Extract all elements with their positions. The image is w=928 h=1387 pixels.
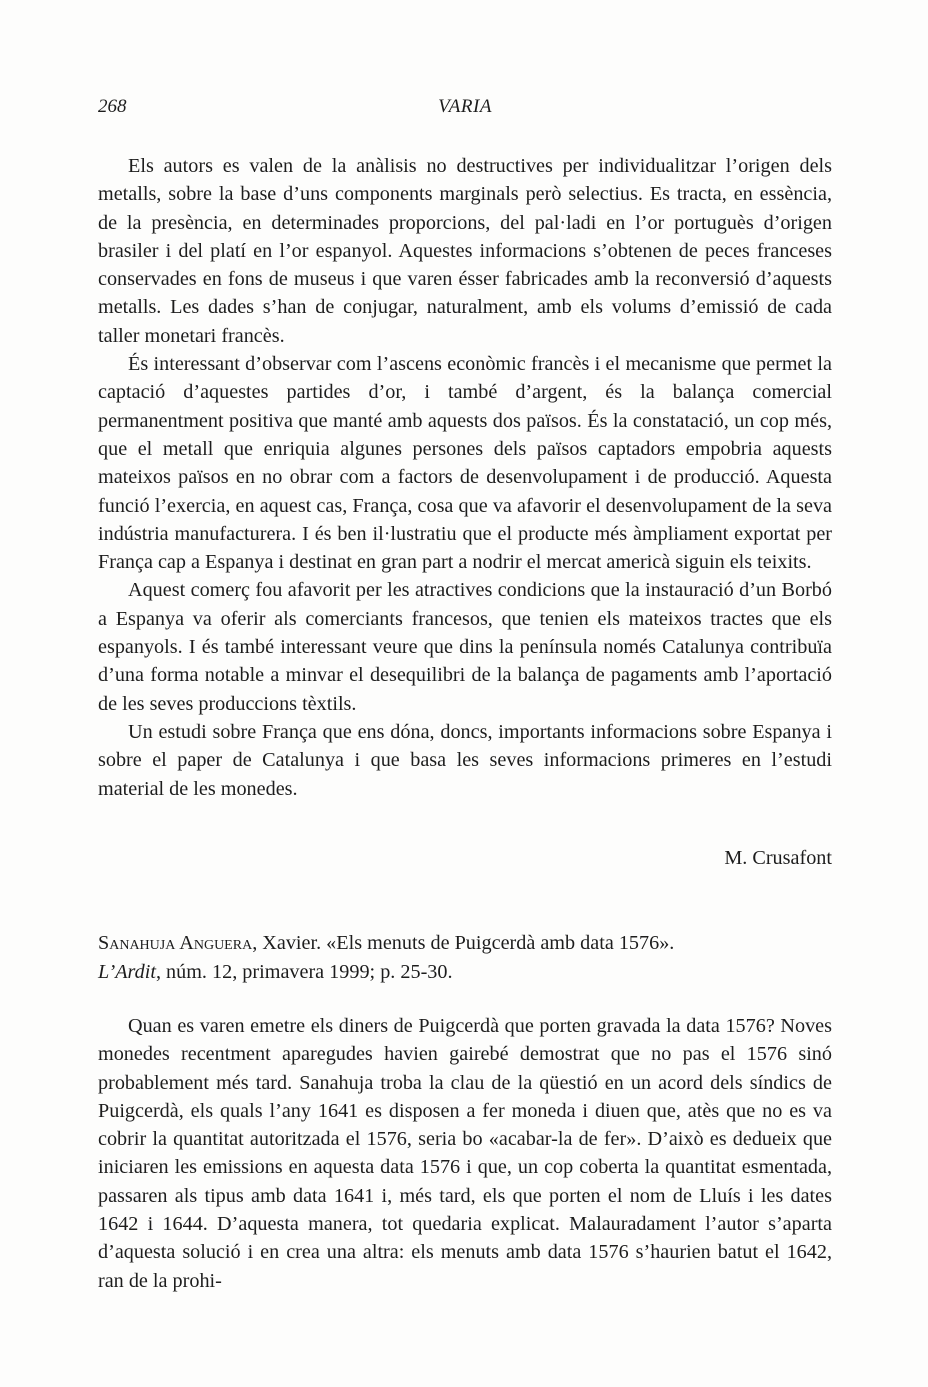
paragraph: Els autors es valen de la anàlisis no destructives per individualitzar l’origen dels metalls, sobre la base d’uns components marginals però selectius. Es tracta, en essència, de la presència, en determinades proporcions, del pal·ladi en l’or portuguès d’origen brasiler i del platí en l’or espanyol. Aquestes informacions s’obtenen de peces franceses conservades en fons de museus i que varen ésser fabricades amb la reconversió d’aquests metalls. Les dades s’han de conjugar, naturalment, amb els volums d’emissió de cada taller monetari francès. <box>98 155 832 347</box>
citation-journal: L’Ardit <box>98 961 156 983</box>
bibliographic-citation <box>98 929 832 987</box>
paragraph: Aquest comerç fou afavorit per les atractives condicions que la instauració d’un Borbó a Espanya va oferir als comerciants francesos, que tenien els mateixos tractes que els espanyols. I és també interessant veure que dins la península només Catalunya contribuïa d’una forma notable a minvar el desequilibri de la balança de pagaments amb l’aportació de les seves produccions tèxtils. <box>98 579 832 715</box>
review-signature: M. Crusafont <box>724 847 832 869</box>
running-head <box>98 96 832 124</box>
paragraph: És interessant d’observar com l’ascens econòmic francès i el mecanisme que permet la captació d’aquestes partides d’or, i també d’argent, és la balança comercial permanentment positiva que manté amb aquests dos països. És la constatació, un cop més, que el metall que enriquia algunes persones dels països captadors empobria aquests mateixos països en no obrar com a factors de desenvolupament i de producció. Aquesta funció l’exercia, en aquest cas, França, cosa que va afavorir el desenvolupament de la seva indústria manufacturera. I és ben il·lustratiu que el producte més àmpliament exportat per França cap a Espanya i destinat en gran part a nodrir el mercat americà siguin els teixits. <box>98 353 832 574</box>
running-title: VARIA <box>438 96 492 117</box>
page-number: 268 <box>98 96 127 117</box>
citation-author: Sanahuja Anguera <box>98 932 253 954</box>
citation-details: , núm. 12, primavera 1999; p. 25-30. <box>155 961 453 983</box>
paragraph: Un estudi sobre França que ens dóna, doncs, importants informacions sobre Espanya i sobre el paper de Catalunya i que basa les seves informacions primeres en l’estudi material de les monedes. <box>98 720 832 800</box>
citation-title: , Xavier. «Els menuts de Puigcerdà amb data 1576». <box>252 932 675 954</box>
paragraph: Quan es varen emetre els diners de Puigcerdà que porten gravada la data 1576? Noves monedes recentment aparegudes havien gairebé demostrat que no pas el 1576 sinó probablement més tard. Sanahuja troba la clau de la qüestió en un acord dels síndics de Puigcerdà, els quals l’any 1641 es disposen a fer moneda i diuen que, atès que no es va cobrir la quantitat autoritzada el 1576, seria bo «acabar-la de fer». D’això es dedueix que iniciaren les emissions en aquesta data 1576 i que, un cop coberta la quantitat esmentada, passaren als tipus amb data 1641 i, més tard, els que porten el nom de Lluís i les dates 1642 i 1644. D’aquesta manera, tot quedaria explicat. Malauradament l’autor s’aparta d’aquesta solució i en crea una altra: els menuts amb data 1576 s’haurien batut el 1642, ran de la prohi- <box>98 1015 832 1292</box>
review-crusafont-body <box>98 152 832 803</box>
review-sanahuja-body <box>98 1012 832 1295</box>
